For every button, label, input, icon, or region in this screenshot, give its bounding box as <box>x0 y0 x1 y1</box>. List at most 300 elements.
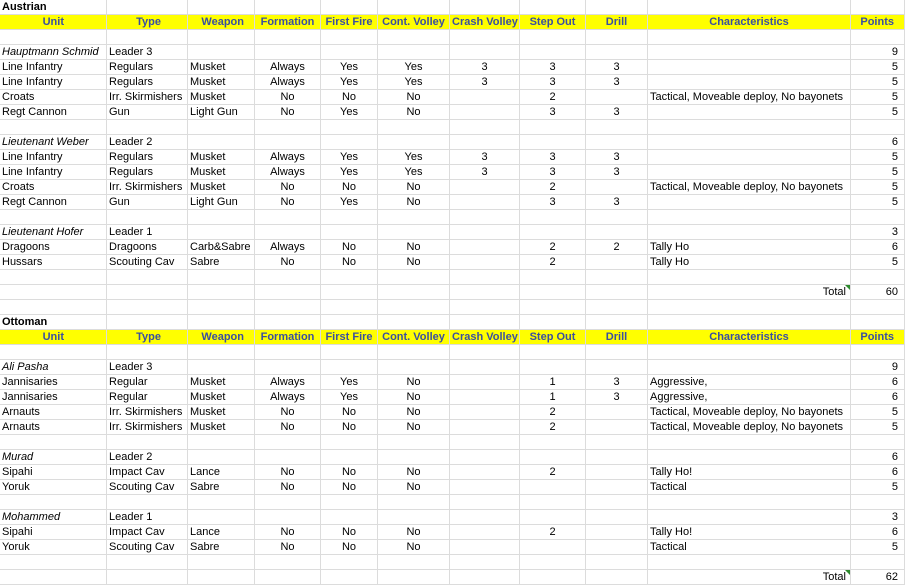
cell-drill[interactable] <box>586 465 648 479</box>
cell-stepout[interactable] <box>520 450 586 464</box>
column-header-firstfire[interactable]: First Fire <box>321 15 378 29</box>
cell-type[interactable] <box>107 570 188 584</box>
cell-chars[interactable]: Tally Ho! <box>648 465 851 479</box>
cell-contvolley[interactable] <box>378 210 450 224</box>
cell-firstfire[interactable] <box>321 300 378 314</box>
cell-firstfire[interactable] <box>321 315 378 329</box>
cell-type[interactable] <box>107 555 188 569</box>
cell-type[interactable]: Leader 1 <box>107 510 188 524</box>
cell-chars[interactable] <box>648 45 851 59</box>
cell-firstfire[interactable] <box>321 45 378 59</box>
cell-points[interactable] <box>851 495 905 509</box>
cell-stepout[interactable] <box>520 480 586 494</box>
cell-crashvolley[interactable] <box>450 135 520 149</box>
cell-type[interactable] <box>107 300 188 314</box>
cell-type[interactable]: Regulars <box>107 60 188 74</box>
cell-points[interactable]: 6 <box>851 390 905 404</box>
cell-drill[interactable] <box>586 345 648 359</box>
cell-contvolley[interactable] <box>378 555 450 569</box>
cell-chars[interactable]: Tactical, Moveable deploy, No bayonets <box>648 90 851 104</box>
cell-contvolley[interactable] <box>378 450 450 464</box>
cell-crashvolley[interactable] <box>450 495 520 509</box>
cell-weapon[interactable]: Musket <box>188 420 255 434</box>
cell-formation[interactable]: Always <box>255 150 321 164</box>
cell-type[interactable] <box>107 435 188 449</box>
cell-firstfire[interactable]: No <box>321 405 378 419</box>
cell-chars[interactable] <box>648 360 851 374</box>
cell-contvolley[interactable] <box>378 135 450 149</box>
cell-weapon[interactable]: Musket <box>188 390 255 404</box>
cell-chars[interactable]: Tactical, Moveable deploy, No bayonets <box>648 405 851 419</box>
cell-contvolley[interactable]: No <box>378 420 450 434</box>
cell-unit[interactable]: Hauptmann Schmid <box>0 45 107 59</box>
cell-crashvolley[interactable] <box>450 510 520 524</box>
cell-chars[interactable]: Tactical, Moveable deploy, No bayonets <box>648 420 851 434</box>
cell-drill[interactable] <box>586 30 648 44</box>
column-header-stepout[interactable]: Step Out <box>520 330 586 344</box>
cell-contvolley[interactable]: No <box>378 90 450 104</box>
cell-firstfire[interactable]: No <box>321 465 378 479</box>
column-header-formation[interactable]: Formation <box>255 330 321 344</box>
cell-firstfire[interactable] <box>321 495 378 509</box>
cell-points[interactable]: 5 <box>851 195 905 209</box>
cell-stepout[interactable] <box>520 120 586 134</box>
cell-weapon[interactable] <box>188 360 255 374</box>
cell-formation[interactable]: Always <box>255 60 321 74</box>
cell-crashvolley[interactable] <box>450 285 520 299</box>
cell-crashvolley[interactable]: 3 <box>450 165 520 179</box>
cell-drill[interactable] <box>586 90 648 104</box>
cell-stepout[interactable] <box>520 315 586 329</box>
cell-type[interactable] <box>107 315 188 329</box>
cell-points[interactable]: 5 <box>851 480 905 494</box>
cell-drill[interactable] <box>586 300 648 314</box>
cell-formation[interactable]: No <box>255 465 321 479</box>
cell-points[interactable]: 6 <box>851 240 905 254</box>
cell-stepout[interactable] <box>520 210 586 224</box>
cell-weapon[interactable]: Sabre <box>188 480 255 494</box>
cell-crashvolley[interactable] <box>450 225 520 239</box>
total-label[interactable]: Total <box>648 285 851 299</box>
cell-drill[interactable] <box>586 555 648 569</box>
column-header-type[interactable]: Type <box>107 15 188 29</box>
cell-crashvolley[interactable] <box>450 405 520 419</box>
cell-unit[interactable] <box>0 345 107 359</box>
cell-drill[interactable] <box>586 570 648 584</box>
cell-crashvolley[interactable] <box>450 180 520 194</box>
column-header-weapon[interactable]: Weapon <box>188 330 255 344</box>
cell-chars[interactable]: Tactical <box>648 540 851 554</box>
cell-type[interactable] <box>107 30 188 44</box>
cell-type[interactable] <box>107 285 188 299</box>
cell-type[interactable]: Regulars <box>107 150 188 164</box>
cell-points[interactable] <box>851 120 905 134</box>
cell-stepout[interactable]: 3 <box>520 60 586 74</box>
cell-unit[interactable]: Sipahi <box>0 525 107 539</box>
cell-drill[interactable]: 3 <box>586 165 648 179</box>
cell-firstfire[interactable] <box>321 120 378 134</box>
cell-points[interactable]: 3 <box>851 510 905 524</box>
cell-unit[interactable]: Regt Cannon <box>0 195 107 209</box>
cell-weapon[interactable]: Musket <box>188 75 255 89</box>
cell-stepout[interactable] <box>520 225 586 239</box>
cell-chars[interactable] <box>648 120 851 134</box>
cell-contvolley[interactable]: No <box>378 195 450 209</box>
cell-formation[interactable]: Always <box>255 375 321 389</box>
cell-weapon[interactable] <box>188 135 255 149</box>
cell-chars[interactable] <box>648 345 851 359</box>
cell-type[interactable]: Irr. Skirmishers <box>107 420 188 434</box>
cell-crashvolley[interactable] <box>450 240 520 254</box>
cell-unit[interactable] <box>0 555 107 569</box>
cell-drill[interactable]: 3 <box>586 75 648 89</box>
cell-weapon[interactable]: Musket <box>188 150 255 164</box>
cell-weapon[interactable]: Sabre <box>188 255 255 269</box>
cell-crashvolley[interactable] <box>450 345 520 359</box>
cell-crashvolley[interactable] <box>450 435 520 449</box>
cell-points[interactable]: 5 <box>851 75 905 89</box>
cell-stepout[interactable]: 2 <box>520 405 586 419</box>
cell-type[interactable]: Leader 1 <box>107 225 188 239</box>
cell-drill[interactable]: 3 <box>586 375 648 389</box>
cell-chars[interactable] <box>648 150 851 164</box>
cell-drill[interactable]: 3 <box>586 195 648 209</box>
cell-unit[interactable]: Line Infantry <box>0 60 107 74</box>
cell-unit[interactable] <box>0 495 107 509</box>
cell-weapon[interactable] <box>188 435 255 449</box>
cell-stepout[interactable] <box>520 45 586 59</box>
cell-contvolley[interactable]: No <box>378 540 450 554</box>
cell-contvolley[interactable]: No <box>378 465 450 479</box>
cell-drill[interactable] <box>586 525 648 539</box>
cell-stepout[interactable]: 3 <box>520 165 586 179</box>
cell-weapon[interactable]: Musket <box>188 165 255 179</box>
cell-crashvolley[interactable] <box>450 540 520 554</box>
cell-firstfire[interactable]: No <box>321 420 378 434</box>
column-header-firstfire[interactable]: First Fire <box>321 330 378 344</box>
cell-type[interactable]: Regular <box>107 375 188 389</box>
cell-stepout[interactable]: 2 <box>520 255 586 269</box>
cell-points[interactable]: 5 <box>851 180 905 194</box>
cell-drill[interactable] <box>586 0 648 14</box>
cell-chars[interactable] <box>648 195 851 209</box>
cell-stepout[interactable] <box>520 30 586 44</box>
cell-firstfire[interactable] <box>321 285 378 299</box>
cell-drill[interactable]: 3 <box>586 60 648 74</box>
cell-stepout[interactable]: 2 <box>520 420 586 434</box>
cell-drill[interactable] <box>586 180 648 194</box>
cell-weapon[interactable]: Light Gun <box>188 105 255 119</box>
column-header-type[interactable]: Type <box>107 330 188 344</box>
cell-points[interactable]: 5 <box>851 405 905 419</box>
cell-weapon[interactable]: Musket <box>188 405 255 419</box>
cell-unit[interactable]: Yoruk <box>0 540 107 554</box>
cell-type[interactable]: Regular <box>107 390 188 404</box>
cell-unit[interactable] <box>0 210 107 224</box>
cell-contvolley[interactable] <box>378 270 450 284</box>
cell-contvolley[interactable]: Yes <box>378 75 450 89</box>
cell-stepout[interactable]: 2 <box>520 240 586 254</box>
cell-stepout[interactable] <box>520 135 586 149</box>
cell-firstfire[interactable] <box>321 0 378 14</box>
cell-contvolley[interactable]: No <box>378 390 450 404</box>
cell-stepout[interactable] <box>520 270 586 284</box>
cell-crashvolley[interactable] <box>450 390 520 404</box>
cell-chars[interactable]: Tactical <box>648 480 851 494</box>
column-header-chars[interactable]: Characteristics <box>648 15 851 29</box>
cell-contvolley[interactable]: No <box>378 480 450 494</box>
total-points[interactable]: 60 <box>851 285 905 299</box>
cell-crashvolley[interactable] <box>450 465 520 479</box>
cell-chars[interactable] <box>648 510 851 524</box>
cell-stepout[interactable]: 1 <box>520 390 586 404</box>
cell-stepout[interactable]: 3 <box>520 150 586 164</box>
cell-unit[interactable]: Ali Pasha <box>0 360 107 374</box>
cell-crashvolley[interactable] <box>450 375 520 389</box>
cell-weapon[interactable]: Musket <box>188 60 255 74</box>
cell-drill[interactable] <box>586 315 648 329</box>
cell-firstfire[interactable] <box>321 135 378 149</box>
cell-stepout[interactable] <box>520 555 586 569</box>
cell-stepout[interactable]: 2 <box>520 90 586 104</box>
cell-formation[interactable] <box>255 360 321 374</box>
cell-points[interactable]: 3 <box>851 225 905 239</box>
cell-type[interactable] <box>107 210 188 224</box>
cell-stepout[interactable] <box>520 510 586 524</box>
cell-formation[interactable] <box>255 30 321 44</box>
cell-contvolley[interactable] <box>378 510 450 524</box>
cell-unit[interactable]: Mohammed <box>0 510 107 524</box>
cell-firstfire[interactable] <box>321 555 378 569</box>
cell-contvolley[interactable] <box>378 300 450 314</box>
cell-unit[interactable]: Yoruk <box>0 480 107 494</box>
cell-crashvolley[interactable] <box>450 360 520 374</box>
cell-formation[interactable] <box>255 0 321 14</box>
cell-formation[interactable]: No <box>255 525 321 539</box>
cell-chars[interactable] <box>648 495 851 509</box>
cell-chars[interactable]: Aggressive, <box>648 390 851 404</box>
cell-weapon[interactable] <box>188 495 255 509</box>
cell-weapon[interactable]: Lance <box>188 525 255 539</box>
column-header-weapon[interactable]: Weapon <box>188 15 255 29</box>
cell-stepout[interactable] <box>520 495 586 509</box>
cell-crashvolley[interactable] <box>450 420 520 434</box>
cell-unit[interactable]: Croats <box>0 90 107 104</box>
cell-unit[interactable]: Croats <box>0 180 107 194</box>
cell-firstfire[interactable]: Yes <box>321 195 378 209</box>
cell-formation[interactable]: Always <box>255 390 321 404</box>
cell-points[interactable]: 6 <box>851 465 905 479</box>
cell-drill[interactable] <box>586 510 648 524</box>
column-header-crashvolley[interactable]: Crash Volley <box>450 330 520 344</box>
cell-drill[interactable] <box>586 435 648 449</box>
cell-drill[interactable]: 3 <box>586 390 648 404</box>
cell-chars[interactable] <box>648 450 851 464</box>
cell-contvolley[interactable]: No <box>378 240 450 254</box>
cell-crashvolley[interactable]: 3 <box>450 60 520 74</box>
cell-chars[interactable] <box>648 555 851 569</box>
cell-drill[interactable] <box>586 120 648 134</box>
cell-unit[interactable]: Lieutenant Hofer <box>0 225 107 239</box>
cell-formation[interactable] <box>255 435 321 449</box>
cell-formation[interactable] <box>255 555 321 569</box>
cell-firstfire[interactable] <box>321 570 378 584</box>
cell-stepout[interactable] <box>520 540 586 554</box>
cell-chars[interactable] <box>648 0 851 14</box>
cell-chars[interactable] <box>648 270 851 284</box>
cell-formation[interactable] <box>255 315 321 329</box>
cell-chars[interactable]: Tally Ho <box>648 255 851 269</box>
cell-drill[interactable] <box>586 255 648 269</box>
cell-points[interactable] <box>851 555 905 569</box>
cell-contvolley[interactable]: No <box>378 375 450 389</box>
cell-firstfire[interactable]: No <box>321 90 378 104</box>
cell-drill[interactable] <box>586 285 648 299</box>
cell-firstfire[interactable] <box>321 450 378 464</box>
cell-drill[interactable] <box>586 360 648 374</box>
cell-unit[interactable]: Arnauts <box>0 405 107 419</box>
cell-contvolley[interactable] <box>378 345 450 359</box>
cell-contvolley[interactable]: Yes <box>378 165 450 179</box>
cell-contvolley[interactable] <box>378 435 450 449</box>
cell-points[interactable] <box>851 345 905 359</box>
cell-crashvolley[interactable]: 3 <box>450 150 520 164</box>
cell-points[interactable]: 9 <box>851 45 905 59</box>
cell-unit[interactable]: Lieutenant Weber <box>0 135 107 149</box>
cell-firstfire[interactable]: Yes <box>321 105 378 119</box>
cell-points[interactable]: 5 <box>851 255 905 269</box>
cell-weapon[interactable] <box>188 285 255 299</box>
cell-crashvolley[interactable] <box>450 255 520 269</box>
cell-formation[interactable] <box>255 300 321 314</box>
cell-points[interactable]: 5 <box>851 60 905 74</box>
total-points[interactable]: 62 <box>851 570 905 584</box>
cell-formation[interactable] <box>255 225 321 239</box>
cell-drill[interactable] <box>586 270 648 284</box>
cell-points[interactable]: 9 <box>851 360 905 374</box>
cell-type[interactable]: Leader 3 <box>107 360 188 374</box>
cell-formation[interactable] <box>255 120 321 134</box>
cell-chars[interactable]: Tactical, Moveable deploy, No bayonets <box>648 180 851 194</box>
cell-stepout[interactable]: 2 <box>520 180 586 194</box>
cell-points[interactable] <box>851 270 905 284</box>
cell-drill[interactable]: 3 <box>586 105 648 119</box>
cell-weapon[interactable] <box>188 0 255 14</box>
cell-firstfire[interactable]: Yes <box>321 150 378 164</box>
cell-type[interactable]: Leader 2 <box>107 450 188 464</box>
column-header-formation[interactable]: Formation <box>255 15 321 29</box>
cell-points[interactable] <box>851 0 905 14</box>
cell-formation[interactable] <box>255 135 321 149</box>
cell-formation[interactable]: No <box>255 405 321 419</box>
cell-formation[interactable]: No <box>255 195 321 209</box>
column-header-chars[interactable]: Characteristics <box>648 330 851 344</box>
cell-points[interactable] <box>851 315 905 329</box>
cell-chars[interactable] <box>648 315 851 329</box>
cell-stepout[interactable] <box>520 300 586 314</box>
cell-type[interactable]: Scouting Cav <box>107 540 188 554</box>
cell-points[interactable] <box>851 435 905 449</box>
cell-chars[interactable] <box>648 300 851 314</box>
cell-unit[interactable] <box>0 285 107 299</box>
cell-contvolley[interactable]: Yes <box>378 150 450 164</box>
cell-stepout[interactable]: 2 <box>520 465 586 479</box>
cell-unit[interactable]: Murad <box>0 450 107 464</box>
cell-weapon[interactable] <box>188 510 255 524</box>
cell-unit[interactable]: Regt Cannon <box>0 105 107 119</box>
cell-unit[interactable]: Line Infantry <box>0 150 107 164</box>
cell-firstfire[interactable] <box>321 435 378 449</box>
cell-chars[interactable] <box>648 60 851 74</box>
cell-type[interactable]: Regulars <box>107 75 188 89</box>
cell-contvolley[interactable] <box>378 30 450 44</box>
column-header-drill[interactable]: Drill <box>586 330 648 344</box>
cell-formation[interactable]: No <box>255 540 321 554</box>
cell-weapon[interactable] <box>188 315 255 329</box>
cell-formation[interactable]: No <box>255 180 321 194</box>
cell-crashvolley[interactable] <box>450 195 520 209</box>
cell-contvolley[interactable] <box>378 225 450 239</box>
column-header-unit[interactable]: Unit <box>0 330 107 344</box>
cell-points[interactable]: 6 <box>851 525 905 539</box>
cell-chars[interactable] <box>648 165 851 179</box>
cell-points[interactable]: 6 <box>851 450 905 464</box>
cell-type[interactable]: Gun <box>107 105 188 119</box>
cell-formation[interactable]: No <box>255 105 321 119</box>
cell-weapon[interactable] <box>188 300 255 314</box>
cell-unit[interactable] <box>0 300 107 314</box>
cell-contvolley[interactable]: No <box>378 105 450 119</box>
cell-firstfire[interactable]: Yes <box>321 390 378 404</box>
cell-formation[interactable]: Always <box>255 240 321 254</box>
cell-formation[interactable]: No <box>255 420 321 434</box>
cell-drill[interactable] <box>586 405 648 419</box>
cell-crashvolley[interactable] <box>450 120 520 134</box>
cell-chars[interactable] <box>648 30 851 44</box>
cell-points[interactable]: 6 <box>851 135 905 149</box>
cell-weapon[interactable]: Musket <box>188 375 255 389</box>
cell-unit[interactable]: Dragoons <box>0 240 107 254</box>
cell-type[interactable] <box>107 345 188 359</box>
cell-stepout[interactable]: 3 <box>520 105 586 119</box>
cell-formation[interactable]: No <box>255 90 321 104</box>
cell-weapon[interactable]: Light Gun <box>188 195 255 209</box>
cell-firstfire[interactable]: No <box>321 240 378 254</box>
cell-firstfire[interactable]: No <box>321 180 378 194</box>
cell-stepout[interactable] <box>520 435 586 449</box>
cell-firstfire[interactable]: No <box>321 480 378 494</box>
cell-points[interactable]: 5 <box>851 150 905 164</box>
cell-weapon[interactable] <box>188 30 255 44</box>
cell-type[interactable] <box>107 270 188 284</box>
cell-weapon[interactable] <box>188 345 255 359</box>
cell-formation[interactable] <box>255 285 321 299</box>
column-header-drill[interactable]: Drill <box>586 15 648 29</box>
cell-weapon[interactable] <box>188 270 255 284</box>
cell-formation[interactable] <box>255 210 321 224</box>
cell-firstfire[interactable]: Yes <box>321 375 378 389</box>
cell-type[interactable]: Irr. Skirmishers <box>107 405 188 419</box>
cell-unit[interactable]: Jannisaries <box>0 375 107 389</box>
cell-formation[interactable] <box>255 270 321 284</box>
cell-contvolley[interactable] <box>378 360 450 374</box>
cell-contvolley[interactable]: No <box>378 180 450 194</box>
cell-stepout[interactable]: 2 <box>520 525 586 539</box>
cell-type[interactable]: Impact Cav <box>107 465 188 479</box>
cell-crashvolley[interactable] <box>450 45 520 59</box>
cell-firstfire[interactable]: No <box>321 255 378 269</box>
cell-crashvolley[interactable] <box>450 105 520 119</box>
